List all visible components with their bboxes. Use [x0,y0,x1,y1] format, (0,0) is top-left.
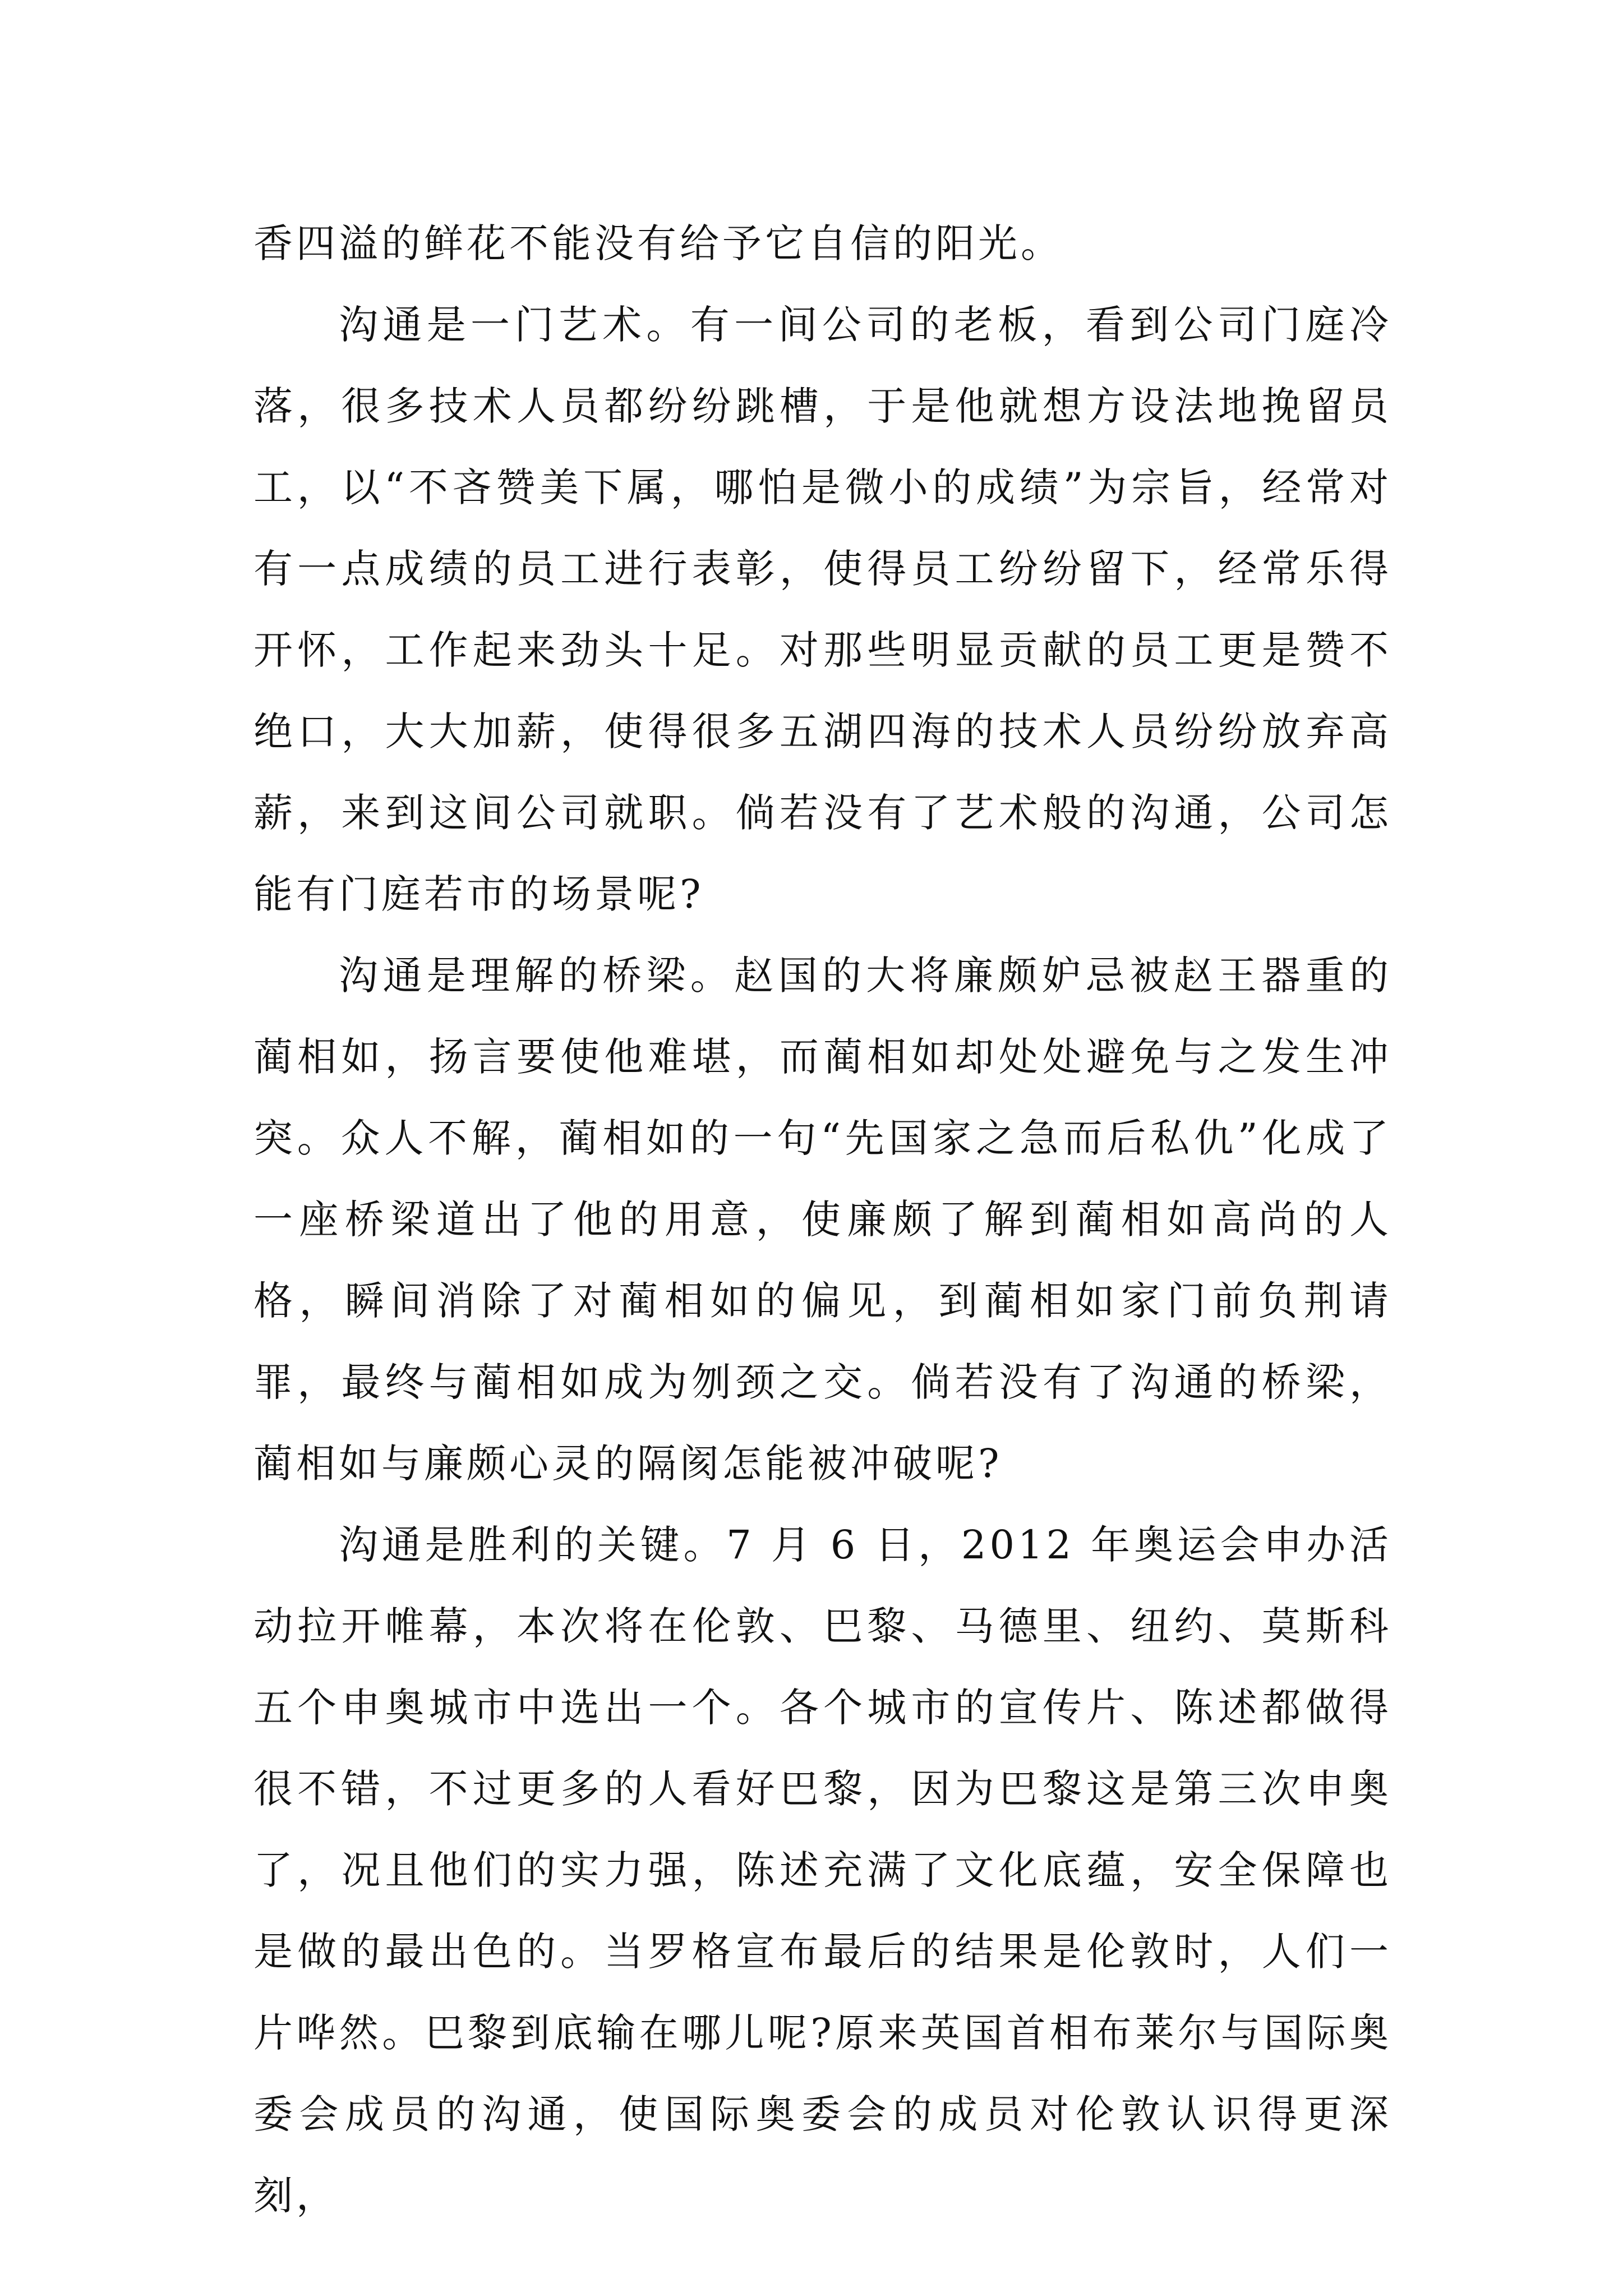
paragraph-2: 沟通是一门艺术。有一间公司的老板，看到公司门庭冷落，很多技术人员都纷纷跳槽，于是他就想方设法地挽留员工，以“不吝赞美下属，哪怕是微小的成绩”为宗旨，经常对有一点成绩的员工进行表彰，使得员工纷纷留下，经常乐得开怀，工作起来劲头十足。对那些明显贡献的员工更是赞不绝口，大大加薪，使得很多五湖四海的技术人员纷纷放弃高薪，来到这间公司就职。倘若没有了艺术般的沟通，公司怎能有门庭若市的场景呢? [253,302,1392,917]
paragraph-3: 沟通是理解的桥梁。赵国的大将廉颇妒忌被赵王器重的蔺相如，扬言要使他难堪，而蔺相如却处处避免与之发生冲突。众人不解，蔺相如的一句“先国家之急而后私仇”化成了一座桥梁道出了他的用意，使廉颇了解到蔺相如高尚的人格，瞬间消除了对蔺相如的偏见，到蔺相如家门前负荆请罪，最终与蔺相如成为刎颈之交。倘若没有了沟通的桥梁，蔺相如与廉颇心灵的隔阂怎能被冲破呢? [253,953,1392,1487]
document-body [253,203,1392,2237]
paragraph-4: 沟通是胜利的关键。7 月 6 日，2012 年奥运会申办活动拉开帷幕，本次将在伦敦、巴黎、马德里、纽约、莫斯科五个申奥城市中选出一个。各个城市的宣传片、陈述都做得很不错，不过更多的人看好巴黎，因为巴黎这是第三次申奥了，况且他们的实力强，陈述充满了文化底蕴，安全保障也是做的最出色的。当罗格宣布最后的结果是伦敦时，人们一片哗然。巴黎到底输在哪儿呢?原来英国首相布莱尔与国际奥委会成员的沟通，使国际奥委会的成员对伦敦认识得更深刻， [253,1522,1392,2219]
paragraph-1: 香四溢的鲜花不能没有给予它自信的阳光。 [253,220,1063,266]
